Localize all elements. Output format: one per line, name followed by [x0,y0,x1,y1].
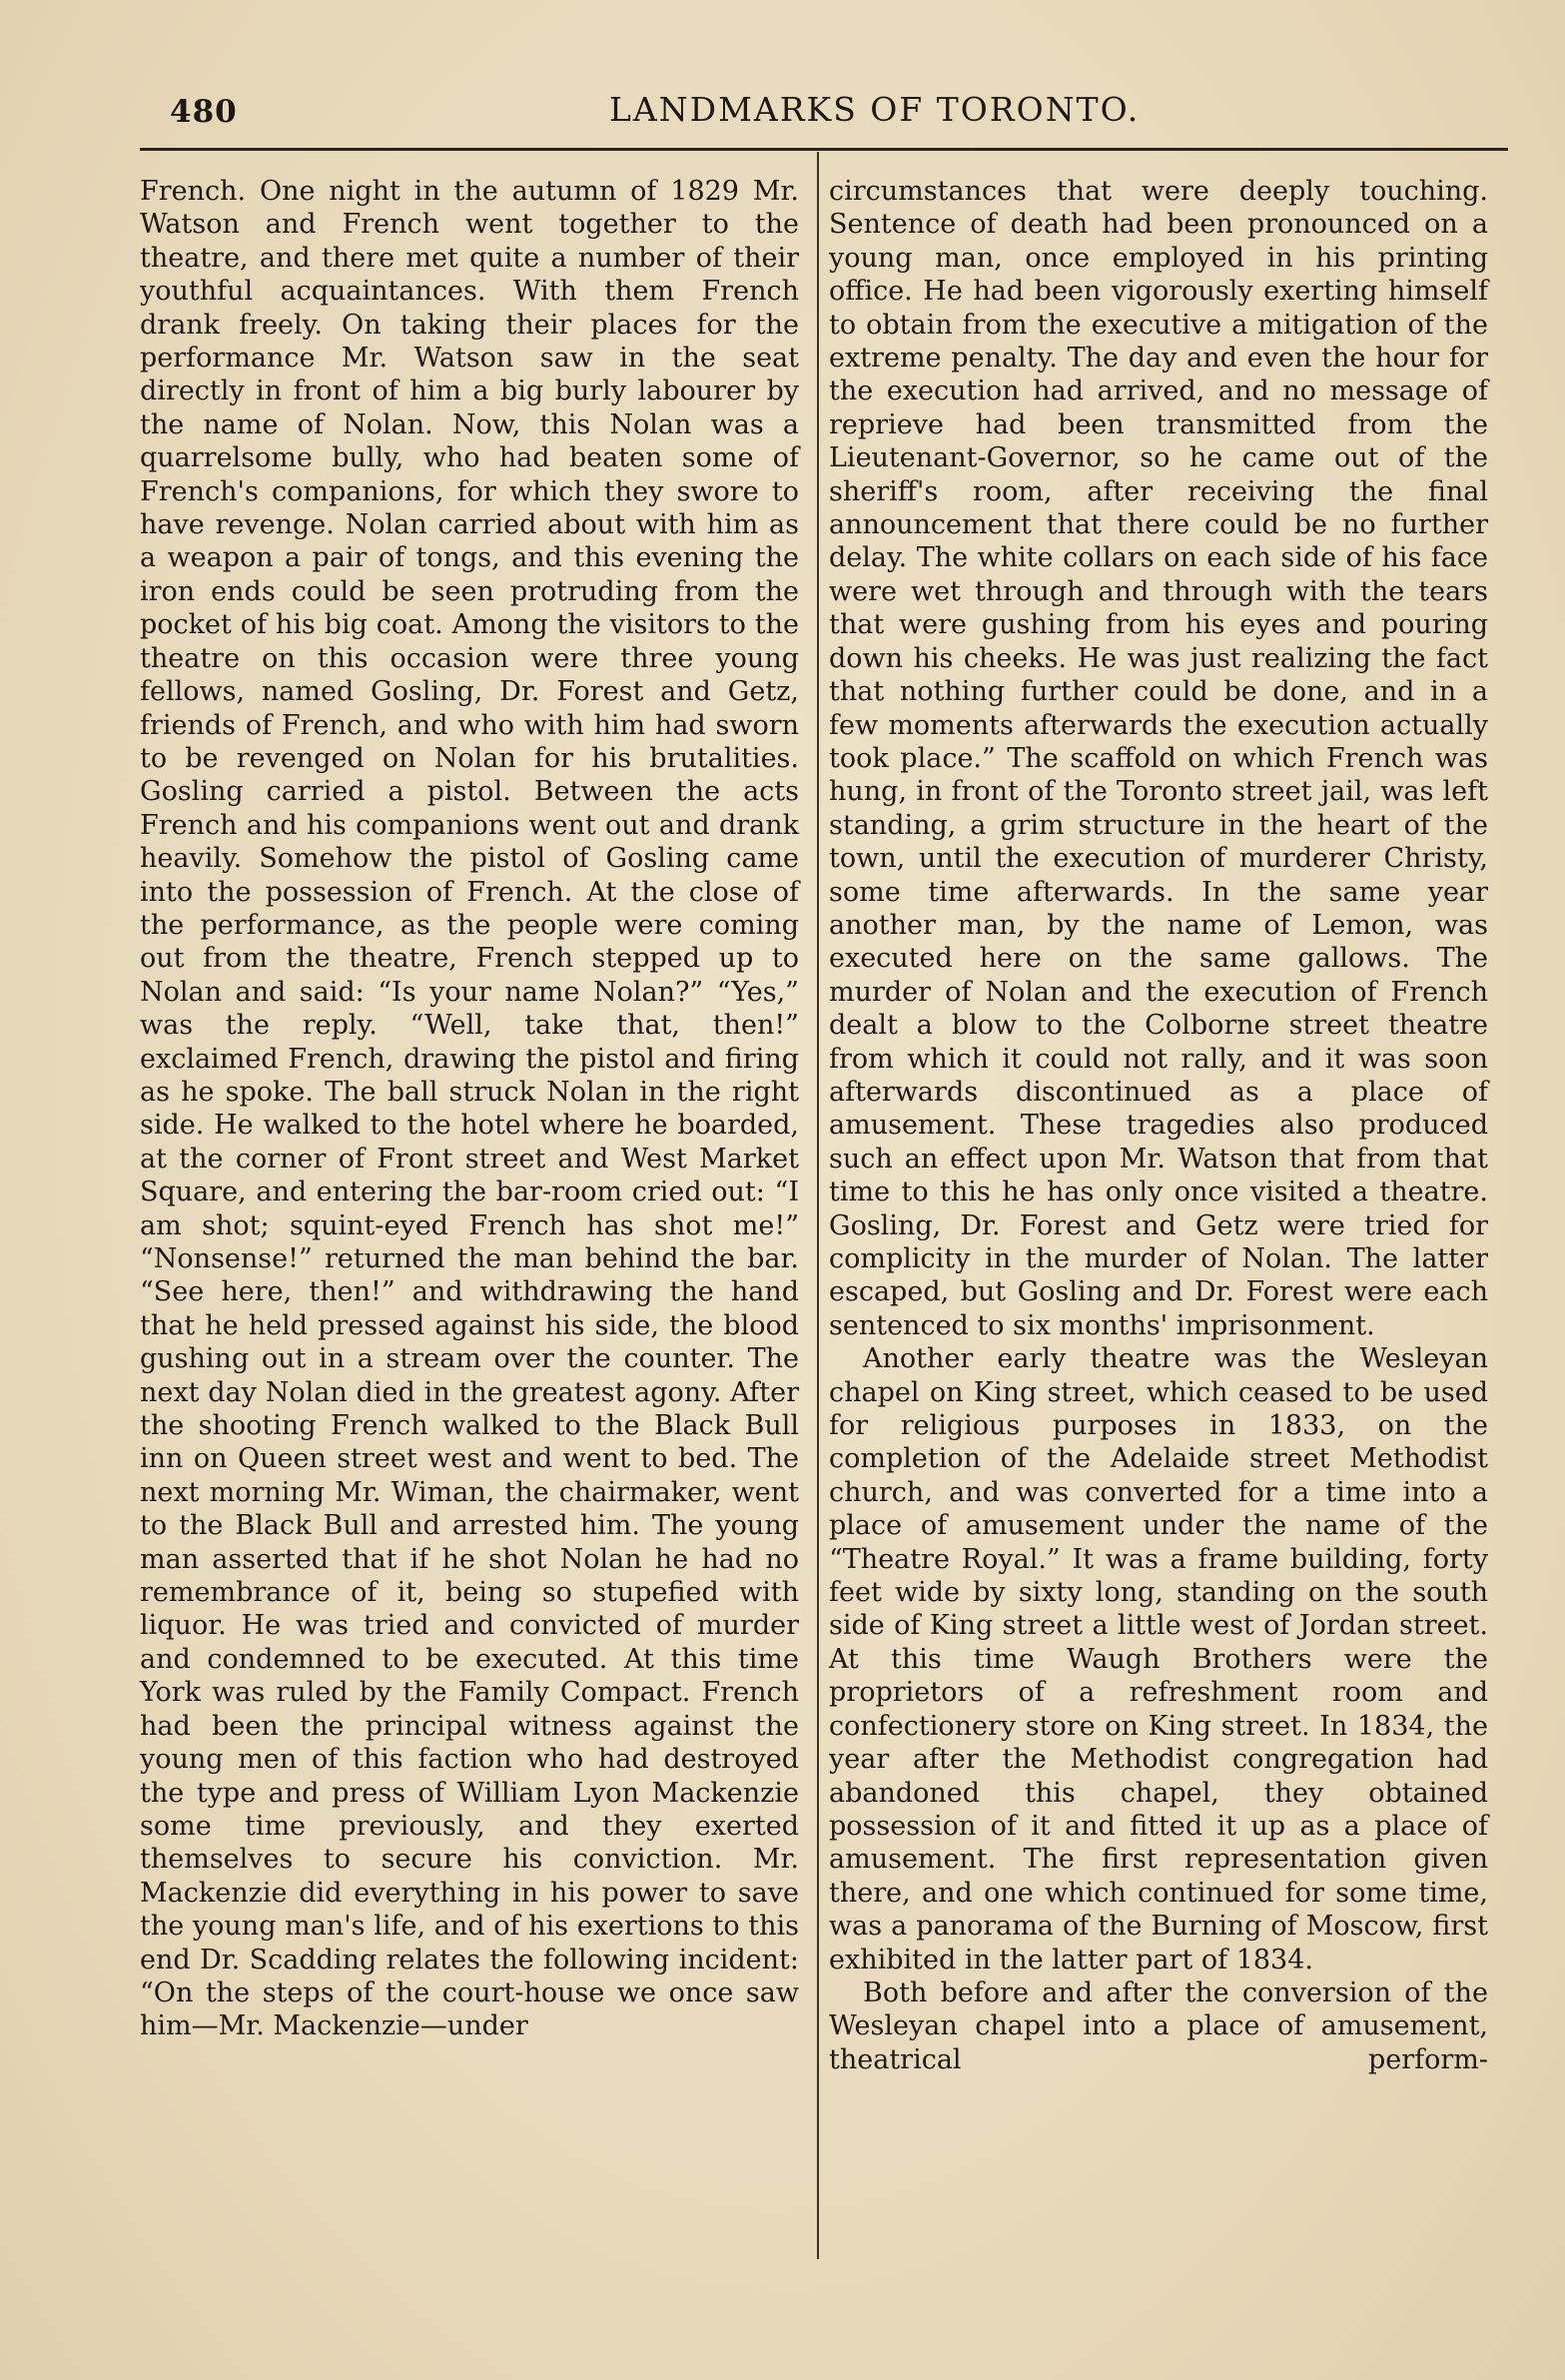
right-paragraph-1: circumstances that were deeply touching. Sentence of death had been pronounced on a young man, once employed in his printing office. He had been vigorously exerting himself to obtain from the executive a mitigation of the extreme penalty. The day and even the hour for the execution had arrived, and no message of reprieve had been transmitted from the Lieutenant-Governor, so he came out of the sheriff's room, after receiving the final announcement that there could be no further delay. The white collars on each side of his face were wet through and through with the tears that were gushing from his eyes and pouring down his cheeks. He was just realizing the fact that nothing further could be done, and in a few moments afterwards the execution actually took place.” The scaffold on which French was hung, in front of the Toronto street jail, was left standing, a grim structure in the heart of the town, until the execution of murderer Christy, some time afterwards. In the same year another man, by the name of Lemon, was executed here on the same gallows. The murder of Nolan and the execution of French dealt a blow to the Colborne street theatre from which it could not rally, and it was soon afterwards discontinued as a place of amusement. These tragedies also produced such an effect upon Mr. Watson that from that time to this he has only once visited a theatre. Gosling, Dr. Forest and Getz were tried for complicity in the murder of Nolan. The latter escaped, but Gosling and Dr. Forest were each sentenced to six months' imprisonment. [829,176,1488,1341]
page-header [170,88,1498,132]
left-column-text: French. One night in the autumn of 1829 Mr. Watson and French went together to the theatre, and there met quite a number of their youthful acquaintances. With them French drank freely. On taking their places for the performance Mr. Watson saw in the seat directly in front of him a big burly labourer by the name of Nolan. Now, this Nolan was a quarrelsome bully, who had beaten some of French's companions, for which they swore to have revenge. Nolan carried about with him as a weapon a pair of tongs, and this evening the iron ends could be seen protruding from the pocket of his big coat. Among the visitors to the theatre on this occasion were three young fellows, named Gosling, Dr. Forest and Getz, friends of French, and who with him had sworn to be revenged on Nolan for his brutalities. Gosling carried a pistol. Between the acts French and his companions went out and drank heavily. Somehow the pistol of Gosling came into the possession of French. At the close of the performance, as the people were coming out from the theatre, French stepped up to Nolan and said: “Is your name Nolan?” “Yes,” was the reply. “Well, take that, then!” exclaimed French, drawing the pistol and firing as he spoke. The ball struck Nolan in the right side. He walked to the hotel where he boarded, at the corner of Front street and West Market Square, and entering the bar-room cried out: “I am shot; squint-eyed French has shot me!” “Nonsense!” returned the man behind the bar. “See here, then!” and withdrawing the hand that he held pressed against his side, the blood gushing out in a stream over the counter. The next day Nolan died in the greatest agony. After the shooting French walked to the Black Bull inn on Queen street west and went to bed. The next morning Mr. Wiman, the chairmaker, went to the Black Bull and arrested him. The young man asserted that if he shot Nolan he had no remembrance of it, being so stupefied with liquor. He was tried and convicted of murder and condemned to be executed. At this time York was ruled by the Family Compact. French had been the principal witness against the young men of this faction who had destroyed the type and press of William Lyon Mackenzie some time previously, and they exerted themselves to secure his conviction. Mr. Mackenzie did everything in his power to save the young man's life, and of his exertions to this end Dr. Scadding relates the following incident: “On the steps of the court-house we once saw him—Mr. Mackenzie—under [140,176,799,2042]
left-column [140,175,799,2043]
right-column [829,175,1488,2076]
page-number: 480 [170,94,238,130]
right-paragraph-3: Both before and after the conversion of the Wesleyan chapel into a place of amusement, theatrical perform- [829,1977,1488,2075]
header-rule [140,148,1508,151]
running-title: LANDMARKS OF TORONTO. [609,90,1141,129]
column-divider [817,152,819,2259]
right-paragraph-2: Another early theatre was the Wesleyan chapel on King street, which ceased to be used for religious purposes in 1833, on the completion of the Adelaide street Methodist church, and was converted for a time into a place of amusement under the name of the “Theatre Royal.” It was a frame building, forty feet wide by sixty long, standing on the south side of King street a little west of Jordan street. At this time Waugh Brothers were the proprietors of a refreshment room and confectionery store on King street. In 1834, the year after the Methodist congregation had abandoned this chapel, they obtained possession of it and fitted it up as a place of amusement. The first representation given there, and one which continued for some time, was a panorama of the Burning of Moscow, first exhibited in the latter part of 1834. [829,1343,1488,1976]
